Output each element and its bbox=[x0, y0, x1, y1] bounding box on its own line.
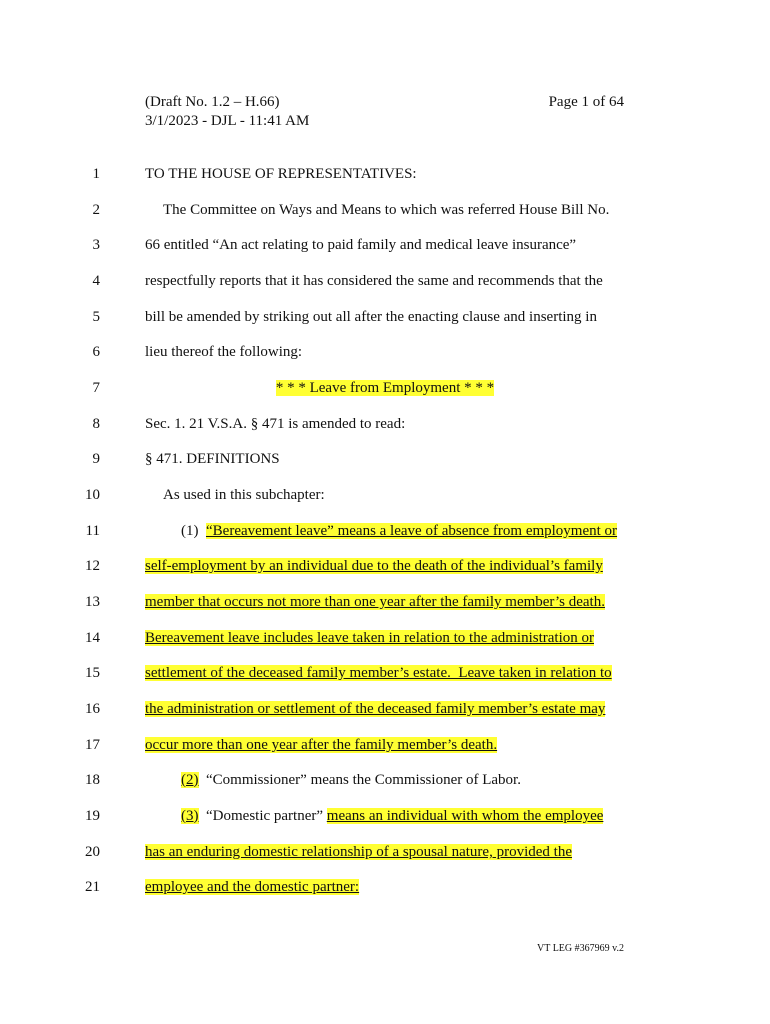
line-number: 14 bbox=[85, 630, 100, 646]
line-text: TO THE HOUSE OF REPRESENTATIVES: bbox=[145, 166, 417, 182]
line-text: 66 entitled “An act relating to paid family and medical leave insurance” bbox=[145, 237, 577, 253]
line-text: § 471. DEFINITIONS bbox=[145, 451, 280, 467]
highlighted-insertion: the administration or settlement of the deceased family member’s estate may bbox=[145, 701, 606, 717]
line-18 bbox=[0, 769, 770, 791]
line-number: 11 bbox=[85, 523, 100, 539]
line-number: 4 bbox=[92, 273, 100, 289]
line-14 bbox=[0, 627, 770, 649]
line-4 bbox=[0, 270, 770, 292]
line-9 bbox=[0, 448, 770, 470]
line-text bbox=[145, 841, 572, 863]
section-heading-text bbox=[145, 377, 625, 399]
line-7 bbox=[0, 377, 770, 399]
line-text-plain: “Commissioner” means the Commissioner of Labor. bbox=[198, 772, 521, 788]
highlighted-insertion: (2) bbox=[181, 772, 199, 788]
line-text bbox=[181, 805, 603, 827]
line-15 bbox=[0, 662, 770, 684]
line-number: 2 bbox=[92, 202, 100, 218]
line-number: 7 bbox=[92, 380, 100, 396]
draft-header bbox=[145, 93, 309, 131]
line-number: 9 bbox=[92, 451, 100, 467]
line-text bbox=[145, 627, 594, 649]
draft-datetime: 3/1/2023 - DJL - 11:41 AM bbox=[145, 113, 310, 129]
line-number: 16 bbox=[85, 701, 100, 717]
line-11 bbox=[0, 520, 770, 542]
line-number: 13 bbox=[85, 594, 100, 610]
line-text bbox=[145, 662, 612, 684]
highlight: * * * Leave from Employment * * * bbox=[275, 380, 495, 396]
line-number: 8 bbox=[92, 416, 100, 432]
line-text: As used in this subchapter: bbox=[163, 487, 325, 503]
highlighted-insertion: has an enduring domestic relationship of a spousal nature, provided the bbox=[145, 844, 572, 860]
line-text: bill be amended by striking out all after the enacting clause and inserting in bbox=[145, 309, 597, 325]
line-text bbox=[181, 520, 617, 542]
document-footer: VT LEG #367969 v.2 bbox=[537, 943, 624, 954]
line-text-plain: “Domestic partner” bbox=[198, 808, 327, 824]
highlighted-insertion: member that occurs not more than one year after the family member’s death. bbox=[145, 594, 605, 610]
line-number: 20 bbox=[85, 844, 100, 860]
line-21 bbox=[0, 876, 770, 898]
line-number: 17 bbox=[85, 737, 100, 753]
line-number: 12 bbox=[85, 558, 100, 574]
line-number: 15 bbox=[85, 665, 100, 681]
line-number: 10 bbox=[85, 487, 100, 503]
draft-number: (Draft No. 1.2 – H.66) bbox=[145, 94, 280, 110]
paragraph-marker: (1) bbox=[181, 523, 206, 539]
line-13 bbox=[0, 591, 770, 613]
line-12 bbox=[0, 555, 770, 577]
line-text bbox=[145, 591, 605, 613]
line-number: 18 bbox=[85, 772, 100, 788]
highlighted-insertion: occur more than one year after the family member’s death. bbox=[145, 737, 498, 753]
line-text bbox=[145, 876, 359, 898]
highlighted-insertion: self-employment by an individual due to the death of the individual’s family bbox=[145, 558, 603, 574]
line-text: The Committee on Ways and Means to which was referred House Bill No. bbox=[163, 202, 610, 218]
line-3 bbox=[0, 234, 770, 256]
line-10 bbox=[0, 484, 770, 506]
line-number: 1 bbox=[92, 166, 100, 182]
line-17 bbox=[0, 734, 770, 756]
line-text: lieu thereof the following: bbox=[145, 344, 303, 360]
line-5 bbox=[0, 306, 770, 328]
line-8 bbox=[0, 413, 770, 435]
line-text: Sec. 1. 21 V.S.A. § 471 is amended to read: bbox=[145, 416, 406, 432]
line-number: 21 bbox=[85, 879, 100, 895]
page-number: Page 1 of 64 bbox=[548, 94, 624, 110]
line-text bbox=[181, 769, 521, 791]
highlighted-insertion: “Bereavement leave” means a leave of absence from employment or bbox=[206, 523, 618, 539]
line-number: 5 bbox=[92, 309, 100, 325]
line-text: respectfully reports that it has considered the same and recommends that the bbox=[145, 273, 603, 289]
line-2 bbox=[0, 199, 770, 221]
line-number: 19 bbox=[85, 808, 100, 824]
line-1 bbox=[0, 163, 770, 185]
line-text bbox=[145, 698, 605, 720]
highlighted-insertion: settlement of the deceased family member’s estate. Leave taken in relation to bbox=[145, 665, 612, 681]
highlighted-insertion: employee and the domestic partner: bbox=[145, 879, 360, 895]
highlighted-insertion: means an individual with whom the employee bbox=[326, 808, 604, 824]
line-number: 3 bbox=[92, 237, 100, 253]
line-text bbox=[145, 555, 603, 577]
line-6 bbox=[0, 341, 770, 363]
line-number: 6 bbox=[92, 344, 100, 360]
line-16 bbox=[0, 698, 770, 720]
line-20 bbox=[0, 841, 770, 863]
line-19 bbox=[0, 805, 770, 827]
highlighted-insertion: (3) bbox=[181, 808, 199, 824]
line-text bbox=[145, 734, 497, 756]
highlighted-insertion: Bereavement leave includes leave taken in relation to the administration or bbox=[145, 630, 594, 646]
